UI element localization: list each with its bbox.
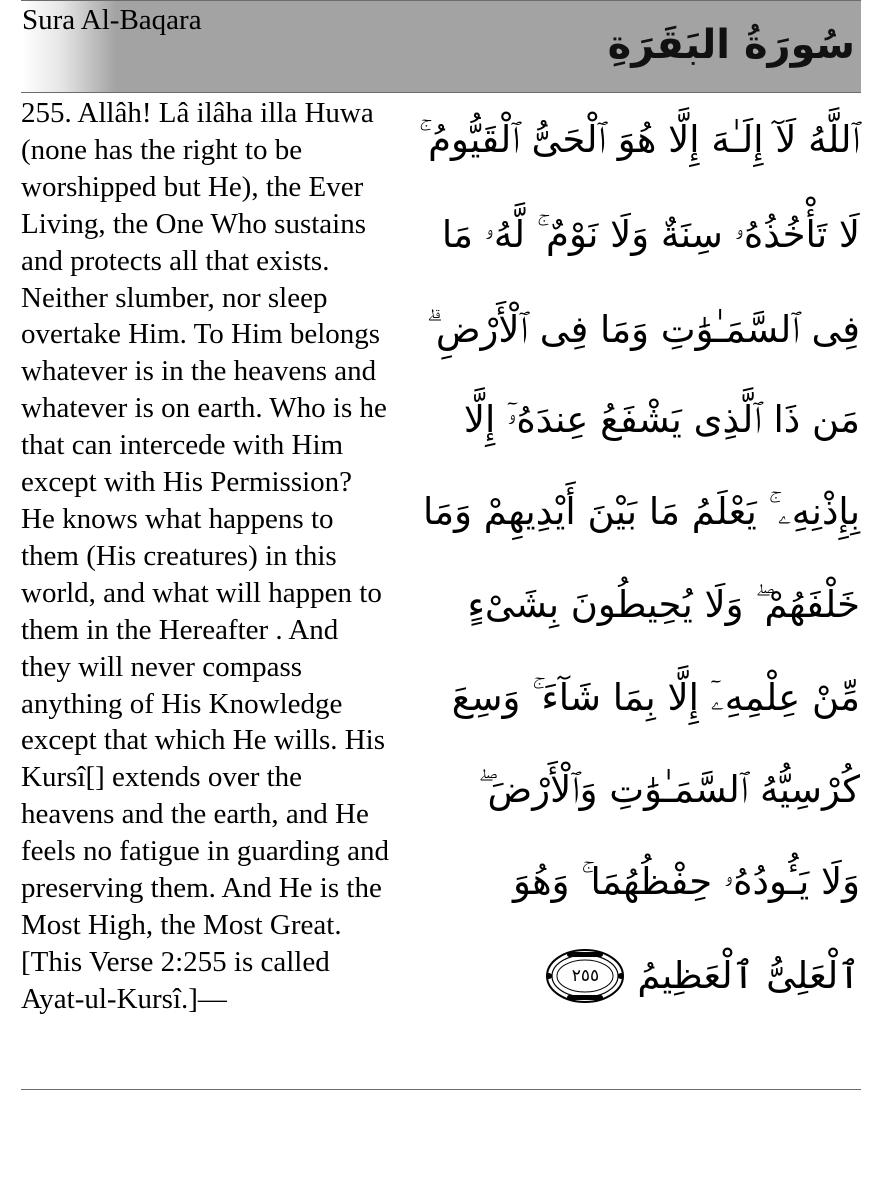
arabic-line-10-text: ٱلْعَلِىُّ ٱلْعَظِيمُ [637,954,860,997]
arabic-line-2: لَا تَأْخُذُهُۥ سِنَةٌ وَلَا نَوْمٌ ۚ لَّهُۥ مَا [441,213,860,256]
arabic-line-3: فِى ٱلسَّمَـٰوَٰتِ وَمَا فِى ٱلْأَرْضِ ۗ [426,308,860,351]
arabic-verse [400,95,860,1030]
arabic-line-5: بِإِذْنِهِۦ ۚ يَعْلَمُ مَا بَيْنَ أَيْدِيهِمْ وَمَا [423,490,860,533]
verse-end [545,931,860,1021]
bottom-divider [21,1089,861,1090]
arabic-line-6: خَلْفَهُمْ ۖ وَلَا يُحِيطُونَ بِشَىْءٍ [467,583,860,626]
arabic-line-7: مِّنْ عِلْمِهِۦٓ إِلَّا بِمَا شَآءَ ۚ وَسِعَ [451,676,860,719]
arabic-line-1: ٱللَّهُ لَآ إِلَـٰهَ إِلَّا هُوَ ٱلْحَىُّ ٱلْقَيُّومُ ۚ [418,118,860,161]
arabic-line-10 [400,931,860,1021]
sura-name-calligraphy: سُورَةُ البَقَرَةِ [607,22,855,68]
arabic-line-4: مَن ذَا ٱلَّذِى يَشْفَعُ عِندَهُۥٓ إِلَّا [463,398,860,441]
verse-end-ornament-icon [545,948,625,1004]
sura-title: Sura Al-Baqara [22,4,202,36]
arabic-line-8: كُرْسِيُّهُ ٱلسَّمَـٰوَٰتِ وَٱلْأَرْضَ ۖ [478,768,860,811]
page-header [21,0,861,93]
arabic-line-9: وَلَا يَـُٔودُهُۥ حِفْظُهُمَا ۚ وَهُوَ [512,860,860,903]
verse-translation: 255. Allâh! Lâ ilâha illa Huwa (none has the right to be worshipped but He), the Ever Living, the One Who sustains and protects all that exists. Neither slumber, nor sleep overtake Him. To Him belongs whatever is in the heavens and whatever is on earth. Who is he that can intercede with Him except with His Permission? He knows what happens to them (His creatures) in this world, and what will happen to them in the Hereafter . And they will never compass anything of His Knowledge except that which He wills. His Kursî[] extends over the heavens and the earth, and He feels no fatigue in guarding and preserving them. And He is the Most High, the Most Great. [This Verse 2:255 is called Ayat-ul-Kursî.]— [21,97,390,1015]
verse-number: ٢٥٥ [571,966,600,986]
